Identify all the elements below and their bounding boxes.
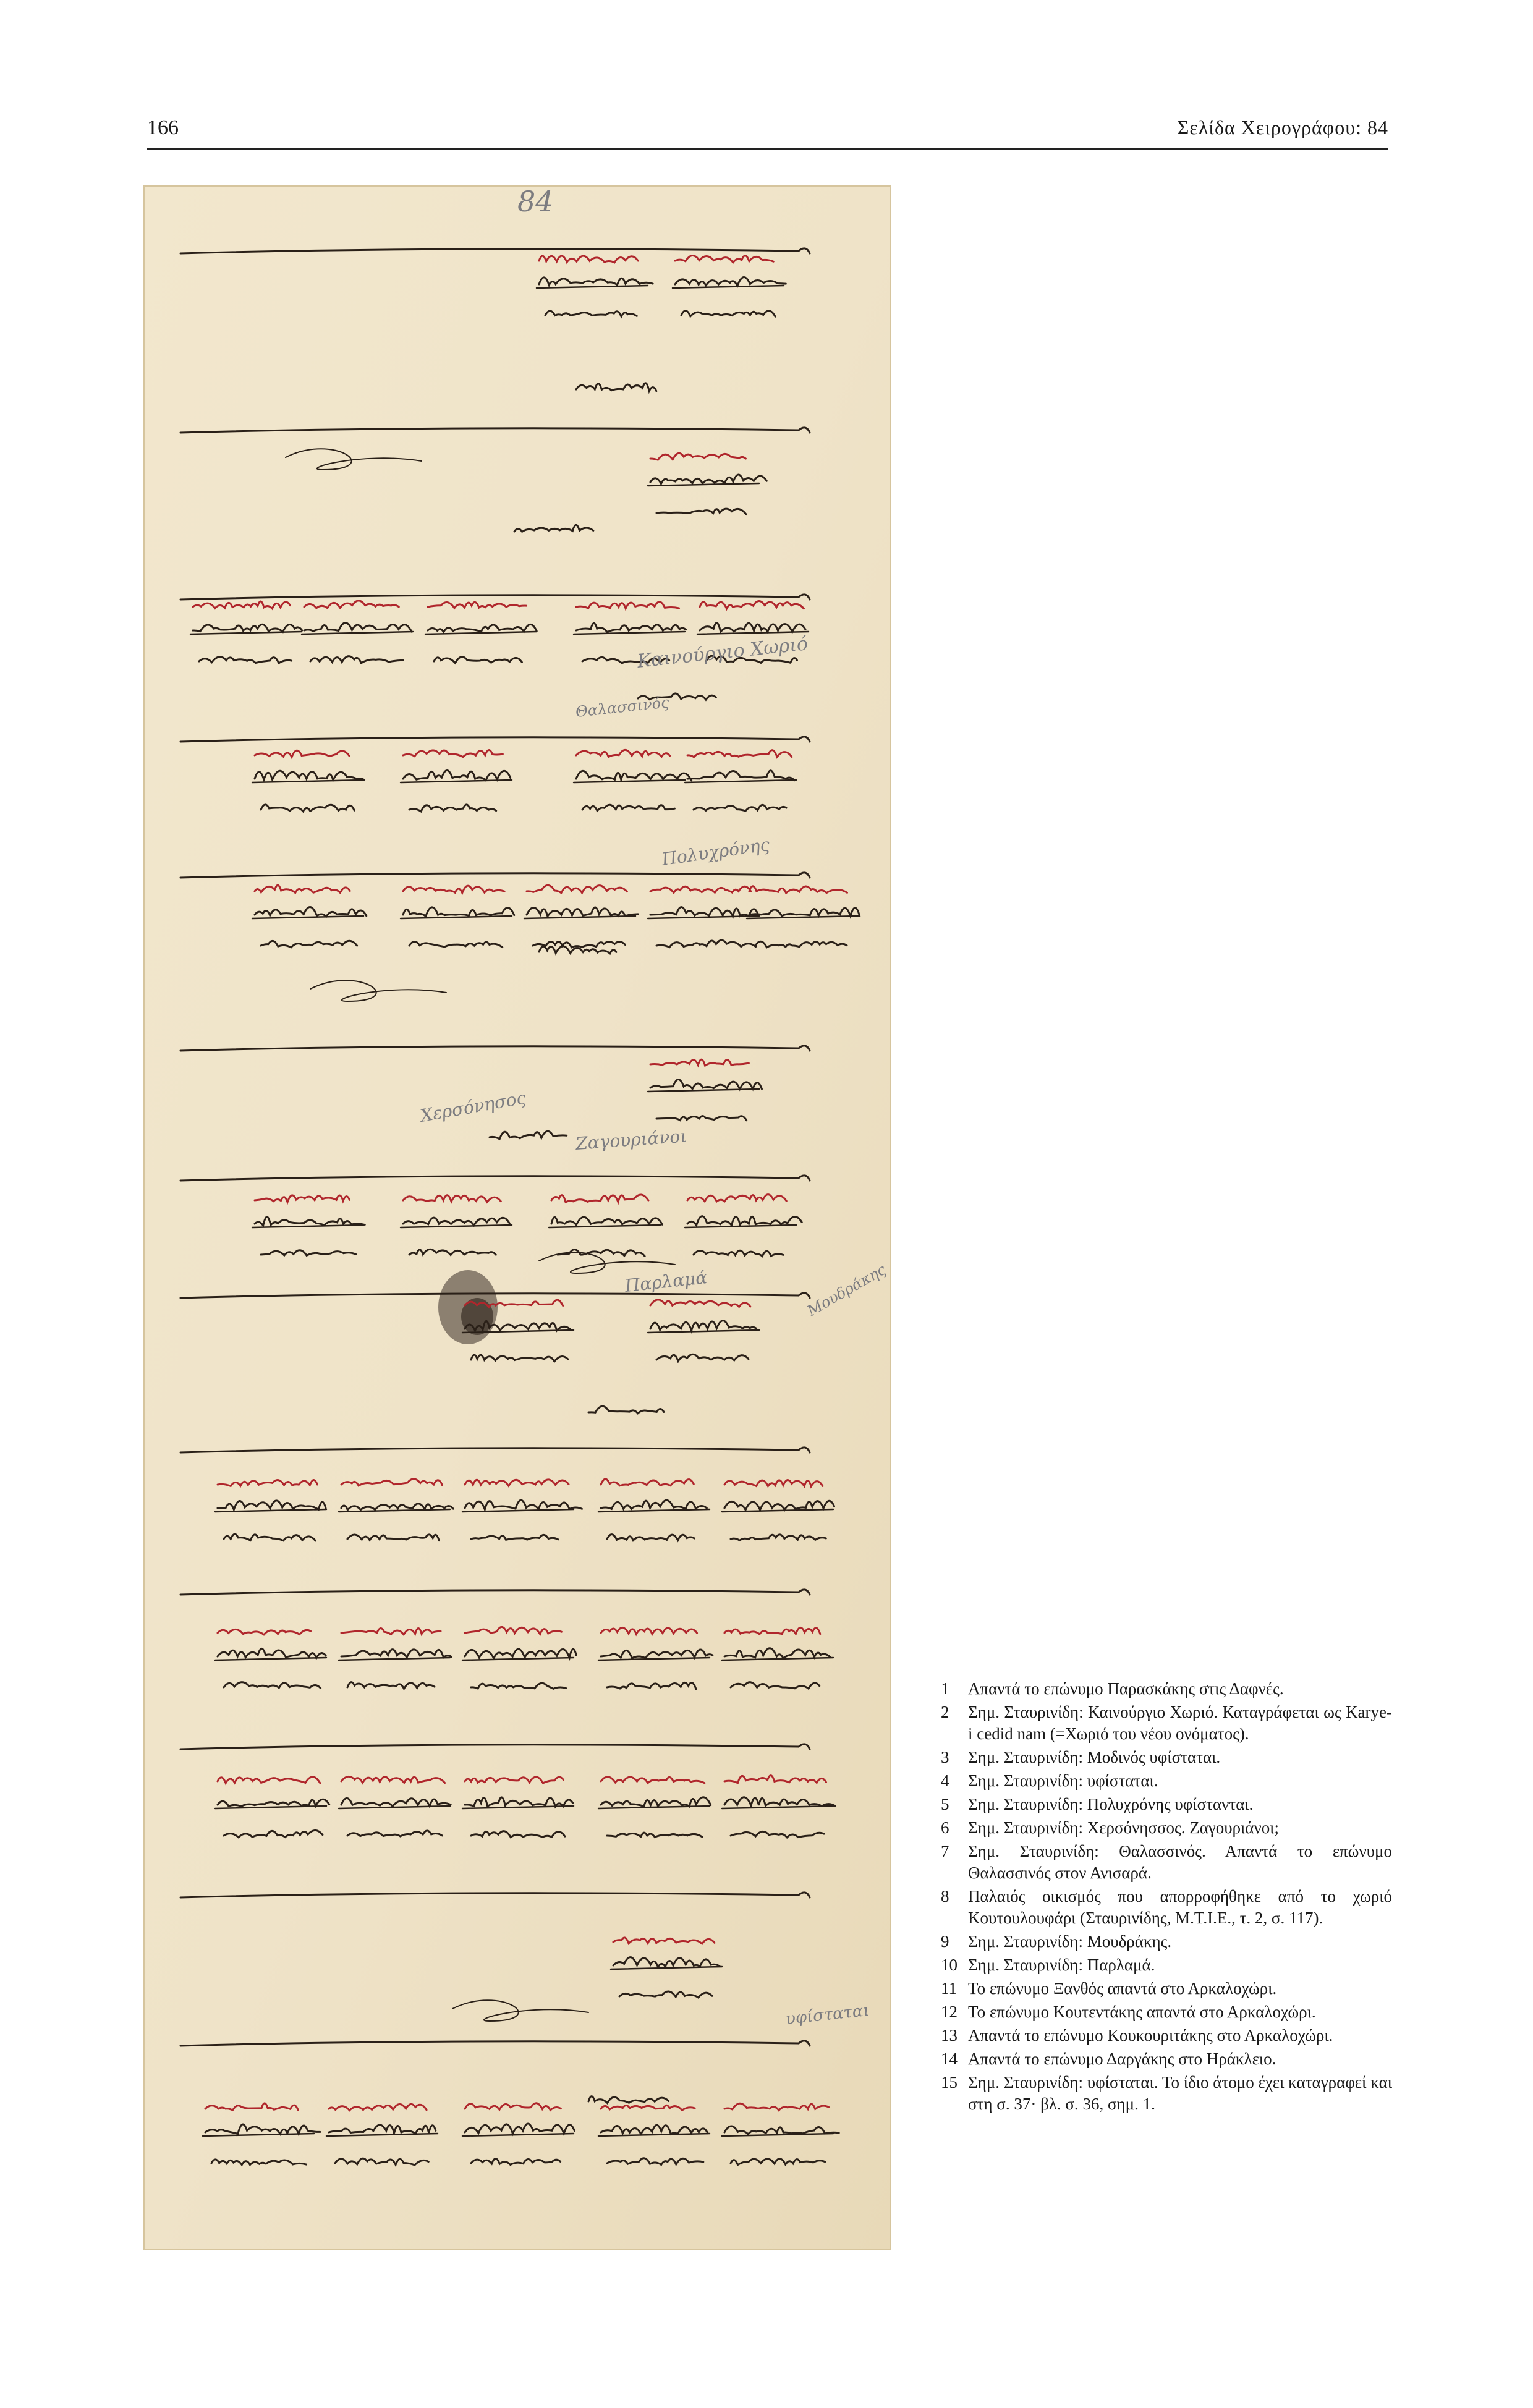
header-rule (147, 148, 1388, 150)
footnote-number: 3 (941, 1748, 949, 1766)
paper-sheet (143, 185, 891, 2250)
running-head: Σελίδα Χειρογράφου: 84 (1177, 116, 1388, 138)
footnote-text: Απαντά το επώνυμο Δαργάκης στο Ηράκλειο. (968, 2050, 1276, 2068)
footnote-item (941, 1770, 1392, 1792)
annotation-polychronis: Πολυχρόνης (660, 834, 771, 870)
footnote-number: 7 (941, 1842, 949, 1860)
footnote-number: 4 (941, 1771, 949, 1790)
footnote-item (941, 2025, 1392, 2046)
footnote-number: 5 (941, 1795, 949, 1813)
footnote-number: 9 (941, 1932, 949, 1951)
footnote-text: Απαντά το επώνυμο Παρασκάκης στις Δαφνές. (968, 1679, 1284, 1698)
footnote-text: Σημ. Σταυρινίδη: Μουδράκης. (968, 1932, 1172, 1951)
footnotes (941, 1678, 1392, 2117)
manuscript-drawing (143, 185, 891, 2250)
footnote-item (941, 1817, 1392, 1839)
footnote-item (941, 1702, 1392, 1745)
page-number: 166 (147, 116, 179, 139)
annotation-kainourgio: Καινούργιο Χωριό (636, 633, 809, 672)
footnote-number: 2 (941, 1703, 949, 1721)
footnote-item (941, 1678, 1392, 1700)
footnote-text: Σημ. Σταυρινίδη: Μοδινός υφίσταται. (968, 1748, 1221, 1766)
footnote-text: Σημ. Σταυρινίδη: υφίσταται. Το ίδιο άτομο έχει καταγραφεί και στη σ. 37· βλ. σ. 36, σημ. 1. (968, 2073, 1392, 2113)
annotation-moudrakis: Μουδράκης (804, 1260, 889, 1320)
footnote-text: Απαντά το επώνυμο Κουκουριτάκης στο Αρκαλοχώρι. (968, 2026, 1333, 2045)
footnote-number: 11 (941, 1979, 957, 1998)
footnote-item (941, 2072, 1392, 2115)
footnote-text: Το επώνυμο Ξανθός απαντά στο Αρκαλοχώρι. (968, 1979, 1277, 1998)
annotation-chersonisos: Χερσόνησος (418, 1087, 528, 1126)
annotation-yfistatai: υφίσταται (784, 2001, 871, 2029)
footnote-number: 13 (941, 2026, 958, 2045)
footnote-item (941, 1978, 1392, 1999)
footnote-item (941, 1794, 1392, 1815)
footnote-text: Το επώνυμο Κουτεντάκης απαντά στο Αρκαλοχώρι. (968, 2003, 1316, 2021)
footnote-item (941, 1886, 1392, 1929)
footnote-item (941, 1747, 1392, 1768)
manuscript-image (143, 185, 891, 2250)
footnote-number: 15 (941, 2073, 958, 2092)
footnote-number: 8 (941, 1887, 949, 1906)
footnote-item (941, 1841, 1392, 1884)
annotation-parlama: Παρλαμά (624, 1267, 708, 1296)
footnote-text: Σημ. Σταυρινίδη: υφίσταται. (968, 1771, 1158, 1790)
footnote-number: 12 (941, 2003, 958, 2021)
footnote-text: Σημ. Σταυρινίδη: Παρλαμά. (968, 1956, 1155, 1974)
footnote-number: 14 (941, 2050, 958, 2068)
footnote-number: 10 (941, 1956, 958, 1974)
footnote-item (941, 2048, 1392, 2070)
footnote-item (941, 1954, 1392, 1976)
footnote-text: Παλαιός οικισμός που απορροφήθηκε από το χωριό Κουτουλουφάρι (Σταυρινίδης, Μ.Τ.Ι.Ε., τ. 2, σ. 117). (968, 1887, 1392, 1927)
annotation-zagourianoi: Ζαγουριάνοι (575, 1126, 688, 1154)
footnote-text: Σημ. Σταυρινίδη: Πολυχρόνης υφίστανται. (968, 1795, 1254, 1813)
page-header (147, 116, 1388, 145)
footnote-number: 1 (941, 1679, 949, 1698)
footnote-item (941, 1931, 1392, 1952)
footnote-text: Σημ. Σταυρινίδη: Θαλασσινός. Απαντά το επώνυμο Θαλασσινός στον Ανισαρά. (968, 1842, 1392, 1882)
annotation-thalassinos: Θαλασσινός (574, 693, 670, 721)
footnote-item (941, 2001, 1392, 2023)
footnote-text: Σημ. Σταυρινίδη: Καινούργιο Χωριό. Καταγράφεται ως Karye-i cedid nam (=Χωριό του νέου ονόματος). (968, 1703, 1392, 1743)
footnote-number: 6 (941, 1818, 949, 1837)
page-mark-text: 84 (517, 185, 554, 218)
footnote-text: Σημ. Σταυρινίδη: Χερσόνησσος. Ζαγουριάνοι; (968, 1818, 1279, 1837)
